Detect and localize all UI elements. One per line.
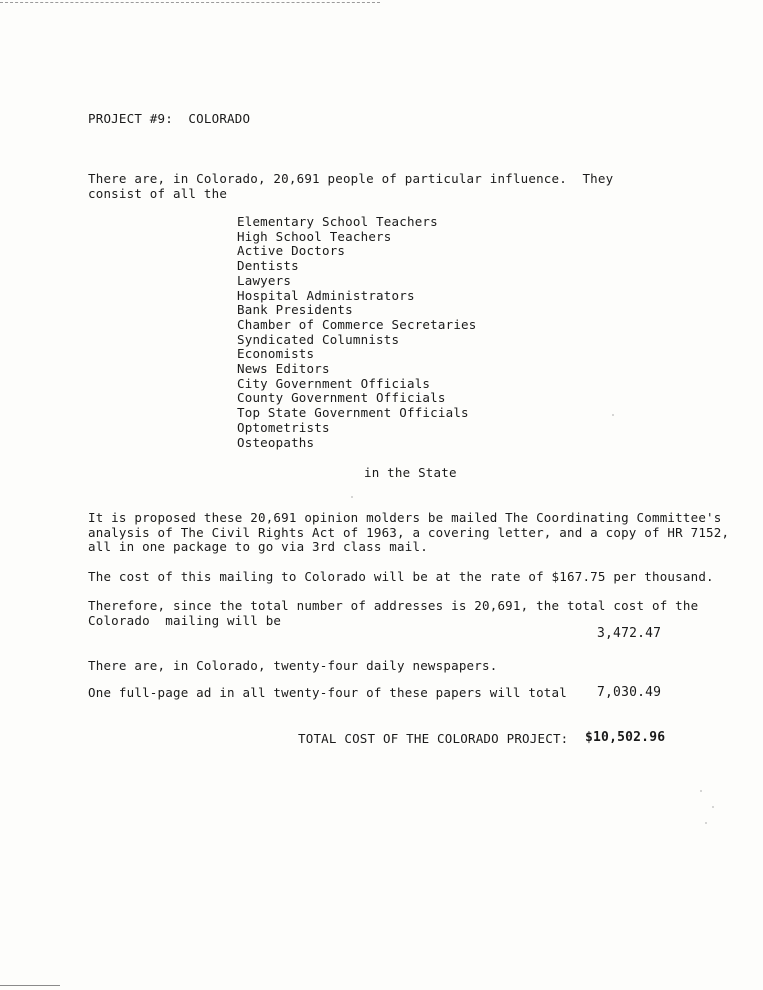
proposal-paragraph <box>88 511 729 555</box>
list-item: Active Doctors <box>237 243 346 259</box>
list-item: Osteopaths <box>237 434 315 450</box>
influence-group-list <box>237 215 477 450</box>
list-item: County Government Officials <box>237 390 446 406</box>
scan-speck <box>700 790 702 792</box>
scan-speck <box>351 496 353 498</box>
project-heading: PROJECT #9: COLORADO <box>88 111 251 126</box>
therefore-line: Colorado mailing will be <box>88 612 282 628</box>
list-item: Dentists <box>237 258 299 274</box>
total-cost-amount: $10,502.96 <box>585 730 666 745</box>
total-cost-label: TOTAL COST OF THE COLORADO PROJECT: <box>298 731 569 746</box>
list-item: Chamber of Commerce Secretaries <box>237 316 477 332</box>
list-item: High School Teachers <box>237 228 392 244</box>
intro-line: There are, in Colorado, 20,691 people of particular influence. They <box>88 171 614 186</box>
newspapers-paragraph: There are, in Colorado, twenty-four daily newspapers. <box>88 658 498 673</box>
list-item: Economists <box>237 346 315 362</box>
list-item: Lawyers <box>237 272 292 288</box>
proposal-line: It is proposed these 20,691 opinion molders be mailed The Coordinating Committee's <box>88 510 722 525</box>
list-item: City Government Officials <box>237 375 431 391</box>
therefore-paragraph <box>88 599 698 628</box>
list-item: News Editors <box>237 361 330 377</box>
list-item: Syndicated Columnists <box>237 331 400 347</box>
therefore-line: Therefore, since the total number of addresses is 20,691, the total cost of the <box>88 598 699 613</box>
proposal-line: analysis of The Civil Rights Act of 1963, a covering letter, and a copy of HR 7152, <box>88 524 730 540</box>
intro-line: consist of all the <box>88 185 228 201</box>
ad-cost-amount: 7,030.49 <box>597 685 662 700</box>
bottom-edge-line <box>0 985 60 986</box>
list-item: Optometrists <box>237 419 330 435</box>
list-item: Hospital Administrators <box>237 287 415 303</box>
proposal-line: all in one package to go via 3rd class mail. <box>88 539 428 555</box>
scan-speck <box>612 414 614 416</box>
list-item: Bank Presidents <box>237 302 353 318</box>
ad-cost-paragraph: One full-page ad in all twenty-four of these papers will total <box>88 685 567 700</box>
list-item: Elementary School Teachers <box>237 214 438 229</box>
mailing-cost-amount: 3,472.47 <box>597 626 662 641</box>
in-the-state-text: in the State <box>364 465 457 480</box>
list-item: Top State Government Officials <box>237 405 469 421</box>
top-edge-dashes <box>0 2 380 3</box>
intro-paragraph <box>88 172 613 201</box>
scan-speck <box>712 806 714 808</box>
scan-speck <box>705 822 707 824</box>
cost-rate-paragraph: The cost of this mailing to Colorado will be at the rate of $167.75 per thousand. <box>88 569 714 584</box>
